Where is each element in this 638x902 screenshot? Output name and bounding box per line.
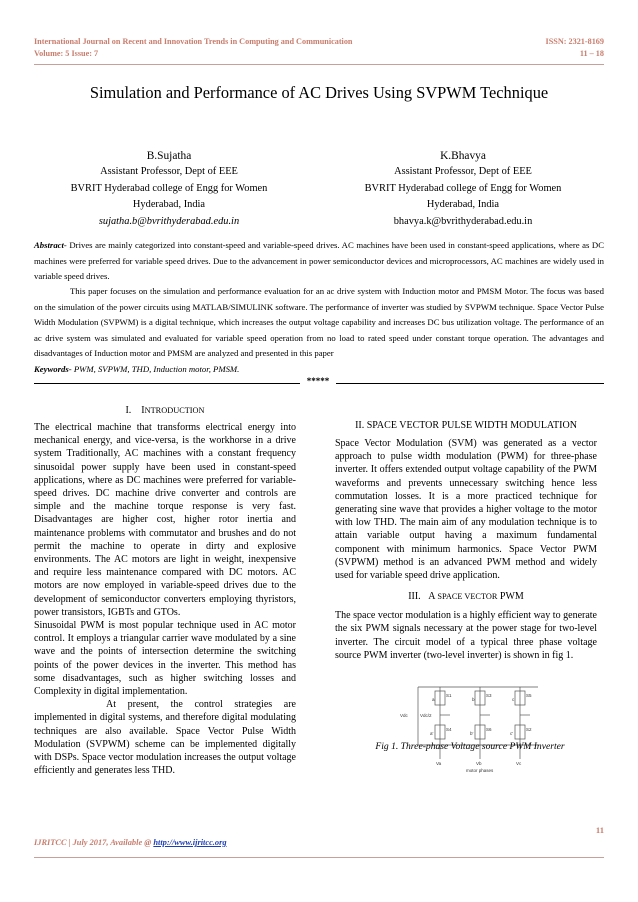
section-3-number: III. xyxy=(408,591,421,603)
volume-issue: Volume: 5 Issue: 7 xyxy=(34,49,99,58)
section-3-heading xyxy=(335,590,597,603)
header-rule xyxy=(34,64,604,65)
label-a-prime: a' xyxy=(430,731,434,736)
author-position: Assistant Professor, Dept of EEE xyxy=(394,166,532,178)
keywords-text: - PWM, SVPWM, THD, Induction motor, PMSM. xyxy=(68,364,240,374)
label-c: c xyxy=(512,697,515,702)
footer-link[interactable]: http://www.ijritcc.org xyxy=(153,838,227,847)
abstract-paragraph-1 xyxy=(34,238,604,285)
page-number: 11 xyxy=(595,825,604,835)
footer-left-text: IJRITCC | July 2017, Available @ xyxy=(34,838,154,847)
footer-text xyxy=(34,838,227,847)
issn: ISSN: 2321-8169 xyxy=(545,37,604,46)
section-1-title-rest: NTRODUCTION xyxy=(144,406,205,415)
abstract-text-1: Drives are mainly categorized into constant-speed and variable-speed drives. AC machines have been used in constant-speed applications, where as DC machines were preferred for variable speed drives. Due to the advancement in power semiconductor devices and microprocessors, AC machines are widely used in variable speed drives. xyxy=(34,240,605,281)
label-s4: S4 xyxy=(446,727,452,732)
label-vc: Vc xyxy=(516,761,522,766)
journal-name: International Journal on Recent and Innovation Trends in Computing and Communication xyxy=(34,37,353,46)
separator-left-line xyxy=(34,383,300,384)
label-a: a xyxy=(432,697,435,702)
section-3-title-smallcaps: SPACE VECTOR xyxy=(437,592,498,602)
section-1-title-initial: I xyxy=(141,405,145,416)
author-email: sujatha.b@bvrithyderabad.edu.in xyxy=(98,215,240,227)
keywords-label: Keywords xyxy=(34,364,69,374)
author-institution: BVRIT Hyderabad college of Engg for Women xyxy=(70,182,268,194)
abstract-paragraph-2 xyxy=(34,284,604,362)
label-s3: S3 xyxy=(486,693,492,698)
keywords xyxy=(34,364,239,374)
label-vdc-half: Vdc/2 xyxy=(420,713,432,718)
author-institution: BVRIT Hyderabad college of Engg for Women xyxy=(364,182,562,194)
author-name: B.Sujatha xyxy=(146,150,192,162)
section-1-paragraph-1: The electrical machine that transforms electrical energy into mechanical energy, and vice-versa, is the workhorse in a drive system Traditionally, AC machines with a constant frequency sinusoidal power supply have been used in constant-speed applications, where as DC machines were preferred for variable-speed drives. DC machine drive converter and controls are simple and the machine torque response is very fast. Disadvantages are higher cost, higher rotor inertia and maintenance problems with commutator and brushes and do not permit the machine to operate in dirty and explosive environments. The AC motors are light in weight, inexpensive and require less maintenance compared with DC motors. AC motors are now employed in variable-speed drives due to the development of semiconductor converters employing thyristors, power transistors, IGBTs and GTOs. xyxy=(34,422,296,618)
inverter-circuit-figure xyxy=(398,677,548,774)
label-c-prime: c' xyxy=(510,731,514,736)
left-column xyxy=(34,404,296,777)
section-3-paragraph-1: The space vector modulation is a highly efficient way to generate the six PWM signals necessary at the power stage for two-level inverter. The circuit model of a typical three phase voltage source PWM inverter (two-level inverter) is shown in fig 1. xyxy=(335,610,597,661)
abstract-text-2: This paper focuses on the simulation and performance evaluation for an ac drive system with Induction motor and PMSM Motor. The focus was based on the simulation of the power circuits using MATLAB/SIMULINK software. The performance of inverter was studied by SVPWM technique. Space Vector Pulse Width Modulation (SVPWM) is a digital technique, which increases the output voltage capability and increases DC bus utilization voltage. The performance of an ac drive system was simulated and evaluated for variable speed operation from no load to rated speed under constant torque operation. The advantages and disadvantages of Induction motor and PMSM are analyzed and presented in this paper xyxy=(34,286,604,358)
author-location: Hyderabad, India xyxy=(132,199,206,211)
section-2-paragraph-1: Space Vector Modulation (SVM) was generated as a vector approach to pulse width modulation (PWM) for three-phase inverter. It offers extended output voltage capability of the PWM waveforms and prevents unnecessary switching hence less commutation losses. It is a more practiced technique for generating sine wave that provides a higher voltage to the motor with low THD. The main aim of any modulation technique is to attain variable output having a maximum fundamental component with minimum harmonics. Space Vector PWM (SVPWM) method is an advanced PWM method and widely used for variable speed drive application. xyxy=(335,438,597,582)
section-1-number: I. xyxy=(125,405,132,416)
section-1-heading xyxy=(34,404,296,417)
label-va: Va xyxy=(436,761,442,766)
author-location: Hyderabad, India xyxy=(426,199,500,211)
right-column xyxy=(335,419,597,662)
label-vb: Vb xyxy=(476,761,482,766)
figure-caption: Fig 1. Three-phase Voltage source PWM Inverter xyxy=(375,741,565,752)
label-b-prime: b' xyxy=(470,731,474,736)
author-name: K.Bhavya xyxy=(440,150,486,162)
section-2-heading: II. SPACE VECTOR PULSE WIDTH MODULATION xyxy=(355,420,577,431)
abstract-label: Abstract- xyxy=(34,240,67,250)
author-block-1 xyxy=(34,148,304,230)
label-b: b xyxy=(472,697,475,702)
paper-title: Simulation and Performance of AC Drives Using SVPWM Technique xyxy=(89,83,549,102)
author-position: Assistant Professor, Dept of EEE xyxy=(100,166,238,178)
section-3-title-end: PWM xyxy=(499,591,524,603)
separator-right-line xyxy=(336,383,604,384)
label-s2: S2 xyxy=(526,727,532,732)
separator-stars: ***** xyxy=(306,376,330,386)
author-email: bhavya.k@bvrithyderabad.edu.in xyxy=(393,215,533,227)
label-s6: S6 xyxy=(486,727,492,732)
label-s1: S1 xyxy=(446,693,452,698)
label-s5: S5 xyxy=(526,693,532,698)
section-1-paragraph-3: At present, the control strategies are implemented in digital systems, and therefore digital modulating techniques are also available. Space Vector Pulse Width Modulation (SVPWM) scheme can be implemented digitally with DSPs. Space vector modulation increases the output voltage efficiently and generates less THD. xyxy=(34,699,296,777)
section-3-title-a: A xyxy=(428,591,435,603)
page-range: 11 – 18 xyxy=(579,49,604,58)
footer-rule xyxy=(34,857,604,858)
author-block-2 xyxy=(318,148,608,230)
label-vdc: Vdc xyxy=(400,713,408,718)
label-motor-phases: motor phases xyxy=(466,768,494,773)
section-1-paragraph-2: Sinusoidal PWM is most popular technique used in AC motor control. It employs a triangular carrier wave modulated by a sine wave and the points of intersection determine the switching points of the power devices in the inverter. This method has some disadvantages, such as higher switching losses and Complexity in digital implementation. xyxy=(34,620,296,698)
